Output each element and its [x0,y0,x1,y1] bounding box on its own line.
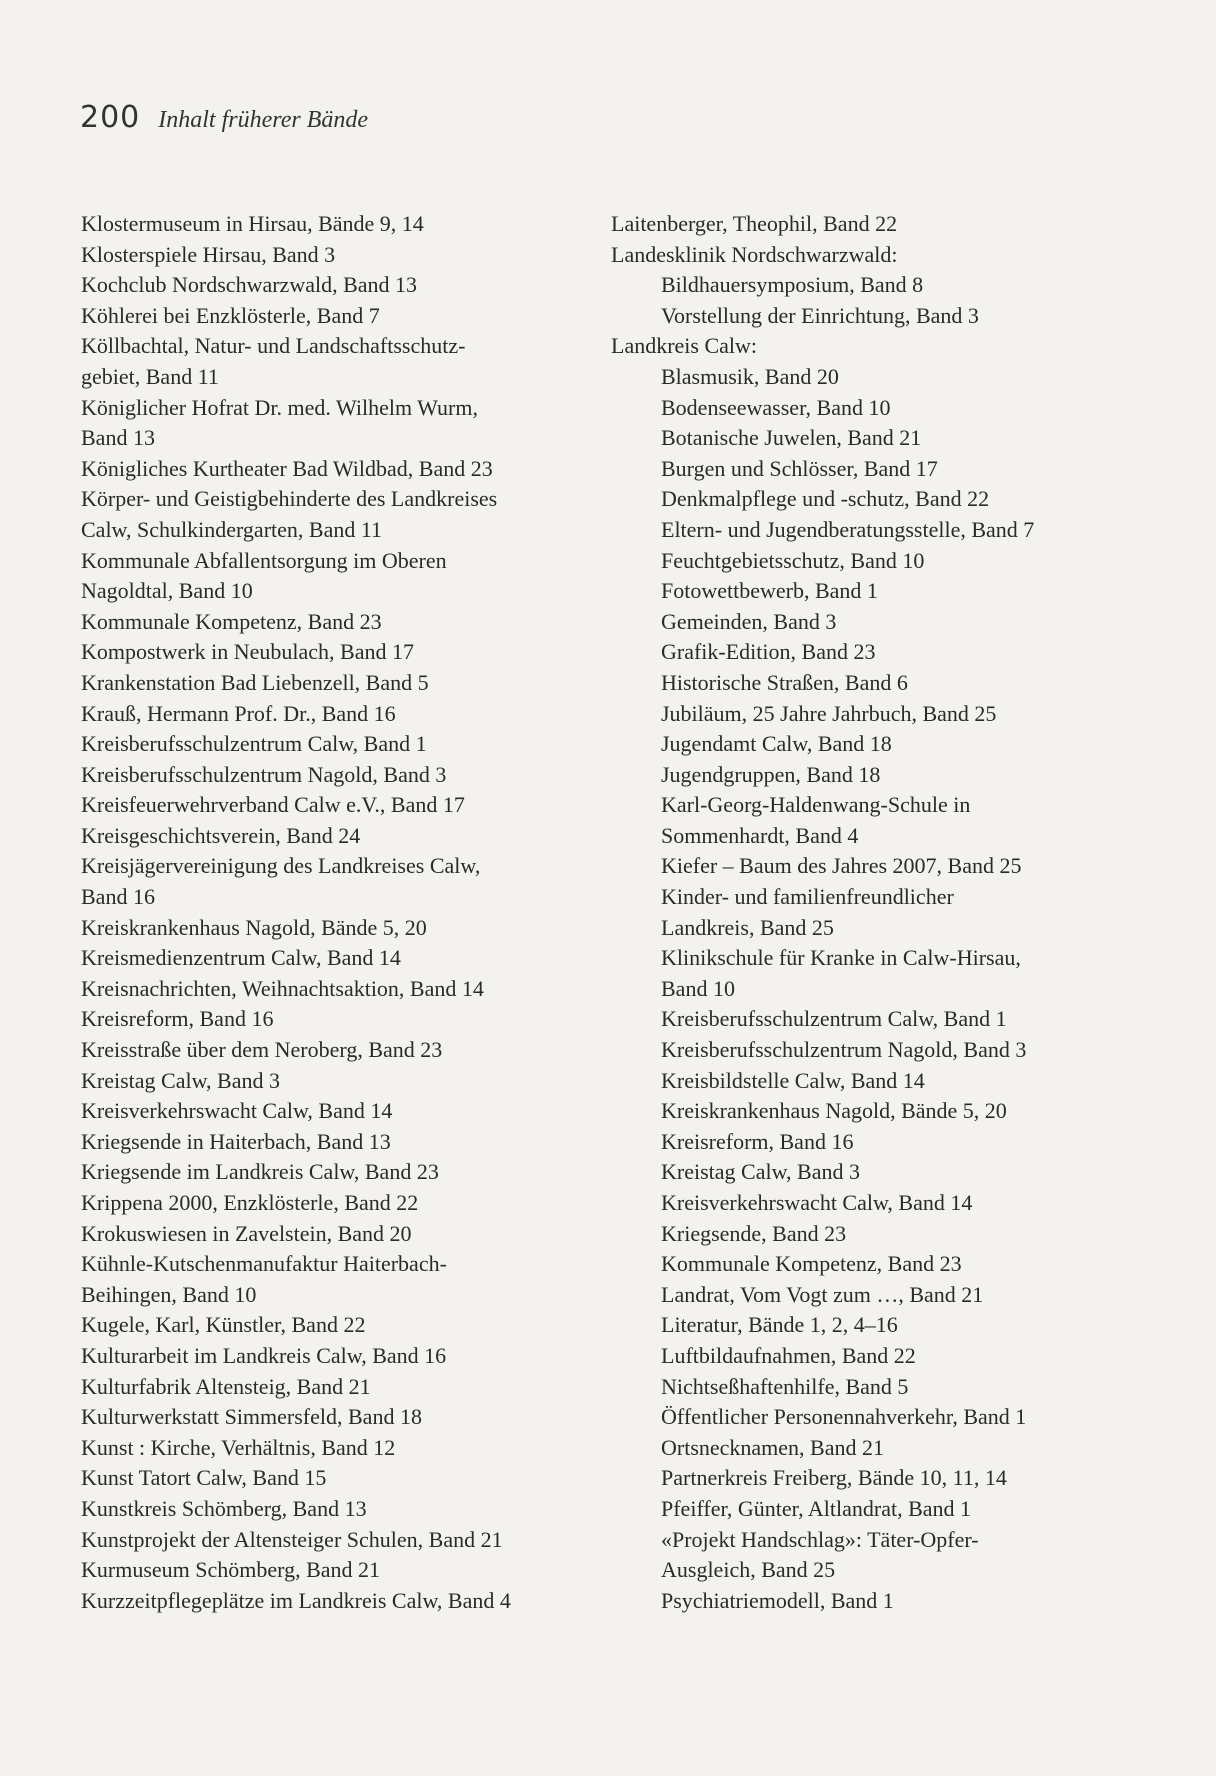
index-entry: Gemeinden, Band 3 [661,608,837,634]
index-entry: Bildhauersymposium, Band 8 [661,272,924,298]
index-entry: Kulturarbeit im Landkreis Calw, Band 16 [81,1342,447,1368]
index-entry: Sommenhardt, Band 4 [661,822,859,848]
index-entry: Kreisberufsschulzentrum Calw, Band 1 [661,1006,1007,1032]
index-entry: Kreistag Calw, Band 3 [661,1159,860,1185]
index-entry: Kriegsende im Landkreis Calw, Band 23 [81,1159,439,1185]
index-entry: Literatur, Bände 1, 2, 4–16 [661,1312,898,1338]
index-entry: Ausgleich, Band 25 [661,1557,836,1583]
index-entry: Kühnle-Kutschenmanufaktur Haiterbach- [81,1251,447,1277]
index-entry: Kompostwerk in Neubulach, Band 17 [81,639,414,665]
index-entry: Landesklinik Nordschwarzwald: [611,241,898,267]
index-entry: Kommunale Kompetenz, Band 23 [81,608,382,634]
index-entry: Krauß, Hermann Prof. Dr., Band 16 [81,700,396,726]
index-entry: Band 13 [81,425,155,451]
index-entry: Kreistag Calw, Band 3 [81,1067,280,1093]
index-entry: Kreisverkehrswacht Calw, Band 14 [661,1190,973,1215]
index-entry: Kommunale Abfallentsorgung im Oberen [81,547,447,573]
index-entry: Calw, Schulkindergarten, Band 11 [81,516,383,542]
index-entry: Luftbildaufnahmen, Band 22 [661,1342,916,1368]
running-head [80,100,368,135]
section-title: Inhalt früherer Bände [158,107,369,133]
index-entry: Kreisberufsschulzentrum Nagold, Band 3 [661,1037,1027,1063]
index-entry: Jugendgruppen, Band 18 [661,761,881,787]
index-entry: Kulturfabrik Altensteig, Band 21 [81,1373,371,1399]
index-entry: Laitenberger, Theophil, Band 22 [611,211,898,236]
index-entry: Kriegsende, Band 23 [661,1220,847,1246]
index-entry: Kreismedienzentrum Calw, Band 14 [81,945,401,971]
index-entry: Kochclub Nordschwarzwald, Band 13 [81,272,418,298]
index-entry: Band 10 [661,975,735,1001]
index-entry: Körper- und Geistigbehinderte des Landkreises [81,486,498,512]
index-entry: Eltern- und Jugendberatungsstelle, Band 7 [661,516,1035,542]
page-number: 200 [80,100,141,135]
index-entry: Kulturwerkstatt Simmersfeld, Band 18 [81,1404,422,1430]
index-entry: Jugendamt Calw, Band 18 [661,731,892,757]
index-entry: Kreiskrankenhaus Nagold, Bände 5, 20 [661,1098,1007,1124]
index-entry: Krankenstation Bad Liebenzell, Band 5 [81,669,429,695]
index-entry: Kreisberufsschulzentrum Nagold, Band 3 [81,761,447,787]
index-entry: Psychiatriemodell, Band 1 [661,1587,894,1613]
index-entry: gebiet, Band 11 [81,363,219,389]
index-entry: Köllbachtal, Natur- und Landschaftsschutz- [81,333,466,359]
index-entry: Kunstprojekt der Altensteiger Schulen, Band 21 [81,1526,503,1552]
index-entry: Kreisfeuerwehrverband Calw e.V., Band 17 [81,792,465,818]
index-entry: Kreiskrankenhaus Nagold, Bände 5, 20 [81,914,427,940]
index-entry: Kreisreform, Band 16 [81,1006,274,1032]
index-entry: Pfeiffer, Günter, Altlandrat, Band 1 [661,1495,972,1521]
index-entry: Beihingen, Band 10 [81,1281,257,1307]
index-entry: Krippena 2000, Enzklösterle, Band 22 [81,1190,419,1215]
index-entry: Kreisjägervereinigung des Landkreises Calw, [81,853,481,879]
index-entry: Kreisnachrichten, Weihnachtsaktion, Band 14 [81,975,484,1001]
index-entry: Köhlerei bei Enzklösterle, Band 7 [81,302,380,328]
index-entry: Historische Straßen, Band 6 [661,669,908,695]
index-entry: Kreisbildstelle Calw, Band 14 [661,1067,925,1093]
index-column-left [81,209,601,1616]
index-entry: Kinder- und familienfreundlicher [661,884,954,910]
index-entry: Kurzzeitpflegeplätze im Landkreis Calw, Band 4 [81,1587,511,1613]
index-entry: Karl-Georg-Haldenwang-Schule in [661,792,971,818]
index-entry: Kugele, Karl, Künstler, Band 22 [81,1312,366,1338]
index-entry: Fotowettbewerb, Band 1 [661,578,878,604]
index-entry: Kurmuseum Schömberg, Band 21 [81,1557,381,1583]
index-entry: Öffentlicher Personennahverkehr, Band 1 [661,1404,1027,1430]
index-entry: Kunstkreis Schömberg, Band 13 [81,1495,367,1521]
index-entry: Kunst Tatort Calw, Band 15 [81,1465,327,1491]
index-entry: Band 16 [81,884,155,910]
index-entry: Nichtseßhaftenhilfe, Band 5 [661,1373,909,1399]
index-entry: Königliches Kurtheater Bad Wildbad, Band 23 [81,455,493,481]
index-entry: Kreisstraße über dem Neroberg, Band 23 [81,1037,443,1063]
index-entry: Grafik-Edition, Band 23 [661,639,876,665]
index-entry: Landkreis, Band 25 [661,914,834,940]
index-entry: Kreisgeschichtsverein, Band 24 [81,822,361,848]
index-entry: Vorstellung der Einrichtung, Band 3 [661,302,979,328]
index-entry: Königlicher Hofrat Dr. med. Wilhelm Wurm, [81,394,478,420]
index-entry: Kiefer – Baum des Jahres 2007, Band 25 [661,853,1022,879]
index-entry: Bodenseewasser, Band 10 [661,394,891,420]
index-entry: Kreisreform, Band 16 [661,1128,854,1154]
index-entry: Landrat, Vom Vogt zum …, Band 21 [661,1281,984,1307]
index-entry: «Projekt Handschlag»: Täter-Opfer- [661,1526,979,1552]
index-entry: Blasmusik, Band 20 [661,363,839,389]
index-entry: Ortsnecknamen, Band 21 [661,1434,884,1460]
index-entry: Klosterspiele Hirsau, Band 3 [81,241,336,267]
index-entry: Partnerkreis Freiberg, Bände 10, 11, 14 [661,1465,1007,1491]
index-entry: Kreisberufsschulzentrum Calw, Band 1 [81,731,427,757]
index-entry: Nagoldtal, Band 10 [81,578,253,604]
index-column-right [611,209,1191,1616]
index-entry: Klostermuseum in Hirsau, Bände 9, 14 [81,211,424,236]
index-entry: Feuchtgebietsschutz, Band 10 [661,547,925,573]
index-entry: Kriegsende in Haiterbach, Band 13 [81,1128,391,1154]
index-entry: Jubiläum, 25 Jahre Jahrbuch, Band 25 [661,700,997,726]
index-entry: Kunst : Kirche, Verhältnis, Band 12 [81,1434,396,1460]
index-entry: Denkmalpflege und -schutz, Band 22 [661,486,990,512]
index-entry: Klinikschule für Kranke in Calw-Hirsau, [661,945,1021,971]
index-entry: Krokuswiesen in Zavelstein, Band 20 [81,1220,412,1246]
index-entry: Kreisverkehrswacht Calw, Band 14 [81,1098,393,1124]
index-entry: Botanische Juwelen, Band 21 [661,425,922,451]
index-entry: Landkreis Calw: [611,333,758,359]
index-entry: Burgen und Schlösser, Band 17 [661,455,938,481]
index-entry: Kommunale Kompetenz, Band 23 [661,1251,962,1277]
